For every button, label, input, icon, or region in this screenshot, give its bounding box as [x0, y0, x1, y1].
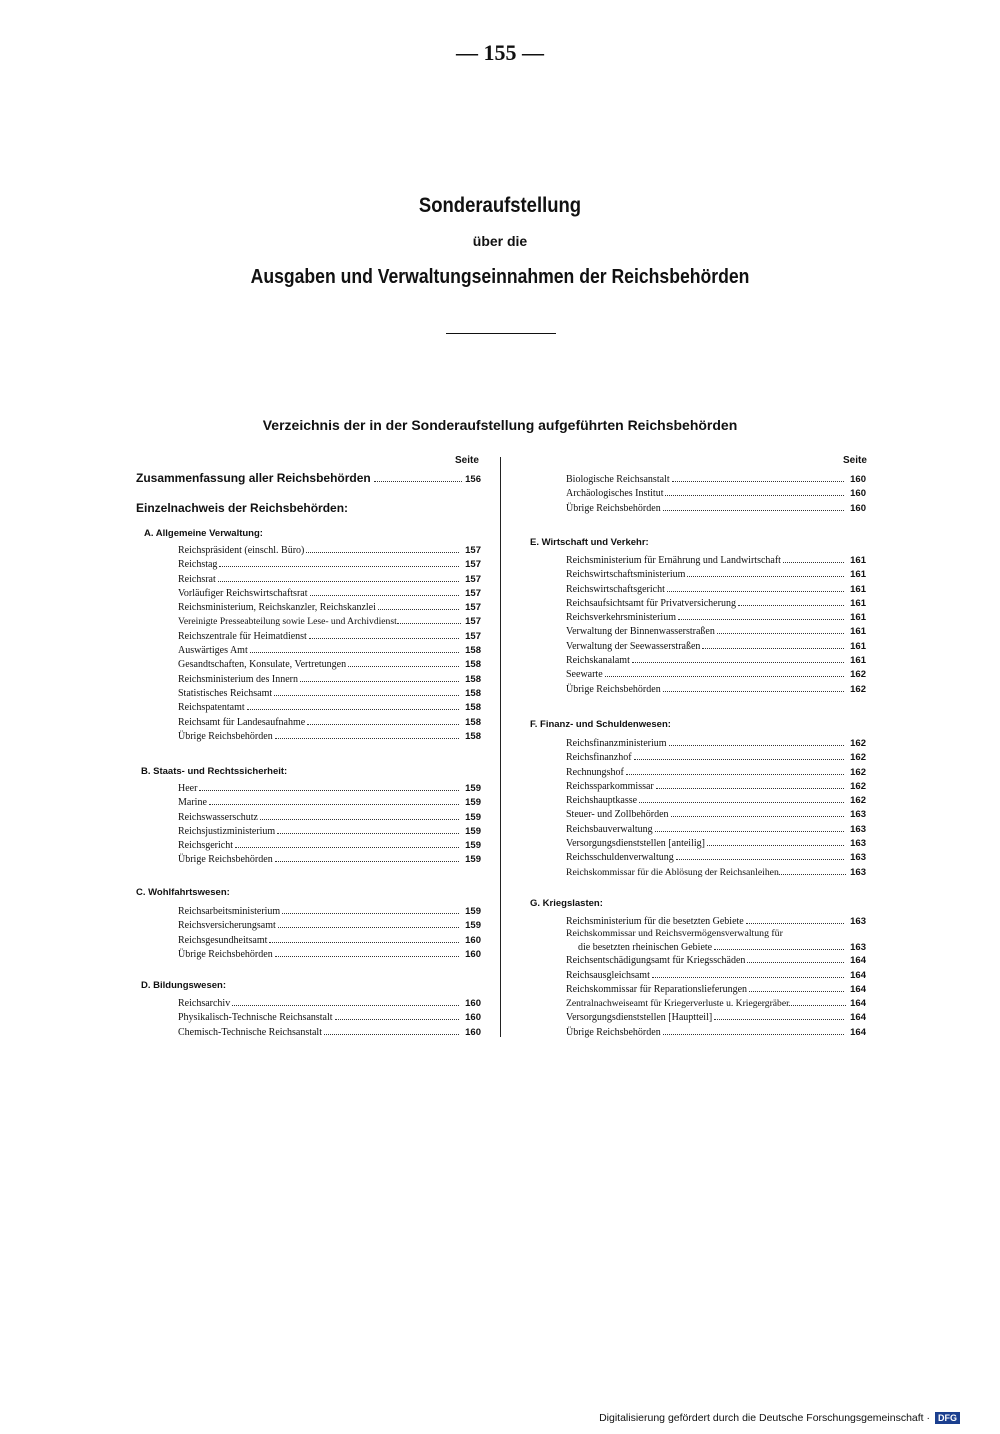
list-item: Reichswasserschutz 159: [178, 811, 481, 823]
list-item: Reichsbauverwaltung 163: [566, 823, 866, 835]
summary-label: Zusammenfassung aller Reichsbehörden: [136, 471, 371, 485]
section-c-list: [178, 904, 481, 961]
list-item: Reichskanalamt 161: [566, 655, 866, 667]
list-item: Physikalisch-Technische Reichsanstalt 160: [178, 1012, 481, 1024]
document-title: Sonderaufstellung: [418, 194, 582, 217]
right-top-list: [566, 472, 866, 515]
list-item: Versorgungsdienststellen [anteilig] 163: [566, 838, 866, 850]
list-item: Marine 159: [178, 797, 481, 809]
document-title-line2: Ausgaben und Verwaltungseinnahmen der Reichsbehörden: [250, 266, 750, 288]
section-e-list: [566, 553, 866, 696]
list-item: Gesandtschaften, Konsulate, Vertretungen 158: [178, 659, 481, 671]
list-item: Auswärtiges Amt 158: [178, 645, 481, 657]
list-item: Archäologisches Institut 160: [566, 488, 866, 500]
list-item: Reichskommissar für Reparationslieferungen 164: [566, 983, 866, 995]
list-item: Reichsministerium, Reichskanzler, Reichskanzlei 157: [178, 602, 481, 614]
list-item: Reichsgericht 159: [178, 840, 481, 852]
list-item: Reichssparkommissar 162: [566, 780, 866, 792]
list-item: Reichswirtschaftsministerium 161: [566, 569, 866, 581]
list-item: Reichskommissar für die Ablösung der Reichsanleihen 163: [566, 866, 866, 878]
section-a-heading: A. Allgemeine Verwaltung:: [144, 528, 263, 539]
list-item: Verwaltung der Seewasserstraßen 161: [566, 640, 866, 652]
list-item: Reichsverkehrsministerium 161: [566, 612, 866, 624]
list-item: Reichstag 157: [178, 559, 481, 571]
section-a-list: [178, 543, 481, 743]
section-f-heading: F. Finanz- und Schuldenwesen:: [530, 719, 671, 730]
list-item: Versorgungsdienststellen [Hauptteil] 164: [566, 1012, 866, 1024]
index-heading: Verzeichnis der in der Sonderaufstellung aufgeführten Reichsbehörden: [262, 417, 738, 433]
section-b-heading: B. Staats- und Rechtssicherheit:: [141, 766, 288, 777]
list-item: Reichsrat 157: [178, 573, 481, 585]
list-item: Übrige Reichsbehörden 164: [566, 1026, 866, 1038]
list-item: Reichsministerium für Ernährung und Landwirtschaft 161: [566, 555, 866, 566]
list-item: Reichsfinanzhof 162: [566, 752, 866, 764]
list-item: Übrige Reichsbehörden 158: [178, 730, 481, 742]
list-item: Reichsentschädigungsamt für Kriegsschäden 164: [566, 955, 866, 967]
column-divider: [500, 457, 501, 1037]
list-item: Reichsjustizministerium 159: [178, 825, 481, 837]
list-item: Reichswirtschaftsgericht 161: [566, 583, 866, 595]
list-item: Reichsarbeitsministerium 159: [178, 906, 481, 917]
list-item: Reichsschuldenverwaltung 163: [566, 852, 866, 864]
list-item: Reichsausgleichsamt 164: [566, 969, 866, 981]
list-item: Vorläufiger Reichswirtschaftsrat 157: [178, 587, 481, 599]
list-item: Reichsministerium für die besetzten Gebiete 163: [566, 916, 866, 927]
section-d-heading: D. Bildungswesen:: [141, 980, 226, 991]
list-item: Übrige Reichsbehörden 160: [178, 948, 481, 960]
leader-dots: [374, 471, 462, 482]
list-item: Biologische Reichsanstalt 160: [566, 474, 866, 485]
document-subtitle: über die: [472, 233, 528, 249]
list-item: Chemisch-Technische Reichsanstalt 160: [178, 1026, 481, 1038]
list-item: Reichsamt für Landesaufnahme 158: [178, 716, 481, 728]
list-item: Reichsaufsichtsamt für Privatversicherung 161: [566, 597, 866, 609]
list-item: Reichsgesundheitsamt 160: [178, 934, 481, 946]
footer-text: Digitalisierung gefördert durch die Deutsche Forschungsgemeinschaft ·: [599, 1412, 930, 1424]
list-item: Reichszentrale für Heimatdienst 157: [178, 630, 481, 642]
list-item: Vereinigte Presseabteilung sowie Lese- und Archivdienst 157: [178, 616, 481, 628]
list-item: Übrige Reichsbehörden 159: [178, 854, 481, 866]
section-b-list: [178, 781, 481, 867]
section-d-list: [178, 996, 481, 1039]
list-item: Reichsfinanzministerium 162: [566, 738, 866, 749]
list-item: Heer 159: [178, 783, 481, 794]
detail-heading: Einzelnachweis der Reichsbehörden:: [136, 501, 349, 515]
list-item: Verwaltung der Binnenwasserstraßen 161: [566, 626, 866, 638]
section-g-list: [566, 914, 866, 1039]
list-item: Reichsministerium des Innern 158: [178, 673, 481, 685]
section-c-heading: C. Wohlfahrtswesen:: [136, 887, 230, 898]
list-item: Reichspräsident (einschl. Büro) 157: [178, 545, 481, 556]
list-item: Statistisches Reichsamt 158: [178, 687, 481, 699]
summary-page: 156: [465, 474, 481, 485]
section-g-heading: G. Kriegslasten:: [530, 898, 603, 909]
left-column-header: Seite: [455, 455, 479, 466]
right-column-header: Seite: [843, 455, 867, 466]
list-item: Reichsarchiv 160: [178, 998, 481, 1009]
list-item: Übrige Reichsbehörden 160: [566, 502, 866, 514]
section-e-heading: E. Wirtschaft und Verkehr:: [530, 537, 649, 548]
list-item: Reichsversicherungsamt 159: [178, 920, 481, 932]
section-f-list: [566, 736, 866, 879]
digitization-footer: [599, 1412, 960, 1424]
list-item: Reichskommissar und Reichsvermögensverwaltung für die besetzten rheinischen Gebiete 163: [566, 928, 866, 954]
list-item: Steuer- und Zollbehörden 163: [566, 809, 866, 821]
list-item: Reichshauptkasse 162: [566, 795, 866, 807]
title-rule: [446, 333, 556, 334]
list-item: Reichspatentamt 158: [178, 702, 481, 714]
list-item: Seewarte 162: [566, 669, 866, 681]
list-item: Zentralnachweiseamt für Kriegerverluste u. Kriegergräber 164: [566, 998, 866, 1010]
list-item: Übrige Reichsbehörden 162: [566, 683, 866, 695]
summary-entry: [136, 471, 481, 485]
page-number: — 155 —: [456, 40, 544, 65]
list-item: Rechnungshof 162: [566, 766, 866, 778]
dfg-logo: DFG: [935, 1412, 960, 1424]
